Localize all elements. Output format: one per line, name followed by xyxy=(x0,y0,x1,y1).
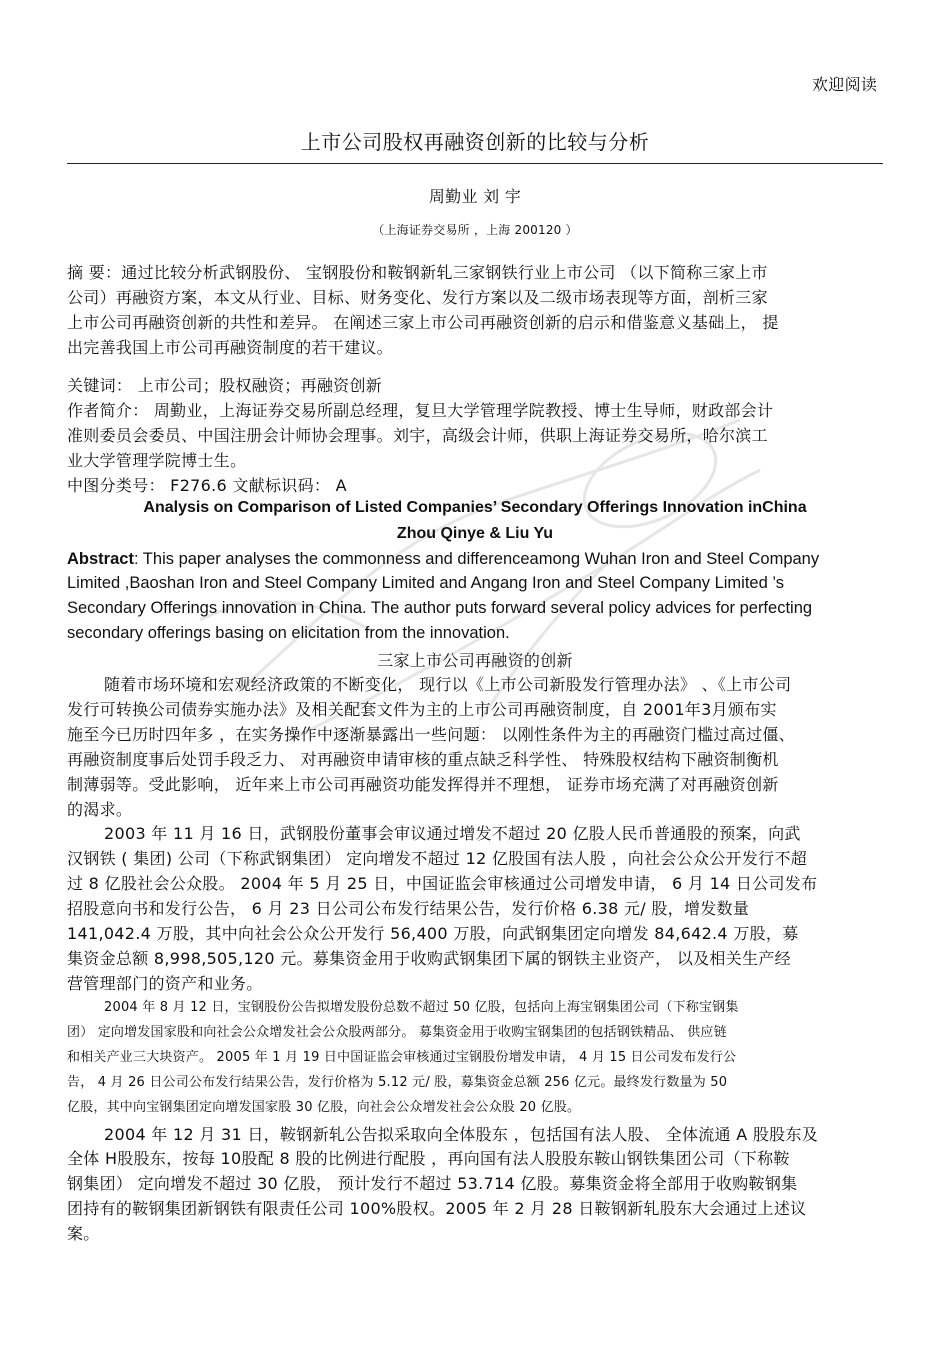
paragraph-line: 制薄弱等。受此影响， 近年来上市公司再融资功能发挥得并不理想， 证券市场充满了对再融资创新 xyxy=(67,775,779,794)
paragraph-line: 2004 年 12 月 31 日，鞍钢新轧公告拟采取向全体股东 ，包括国有法人股、 全体流通 A 股股东及 xyxy=(104,1125,819,1144)
paper-title: 上市公司股权再融资创新的比较与分析 xyxy=(300,130,650,154)
header-welcome: 欢迎阅读 xyxy=(812,75,878,94)
author-info-line: 业大学管理学院博士生。 xyxy=(67,451,247,470)
paragraph-line: 团持有的鞍钢集团新钢铁有限责任公司 100%股权。2005 年 2 月 28 日鞍钢新轧股东大会通过上述议 xyxy=(67,1199,807,1218)
authors: 周勤业 刘 宇 xyxy=(428,187,522,206)
abstract-en-text: : This paper analyses the commonness and differenceamong Wuhan Iron and Steel Company xyxy=(133,550,820,568)
paragraph-line: 的渴求。 xyxy=(67,800,133,819)
author-info-line: 作者简介： 周勤业，上海证券交易所副总经理，复旦大学管理学院教授、博士生导师，财政部会计 xyxy=(67,401,774,420)
abstract-line: 出完善我国上市公司再融资制度的若干建议。 xyxy=(67,338,394,357)
paragraph-line: 招股意向书和发行公告， 6 月 23 日公司公布发行结果公告，发行价格 6.38 元/ 股，增发数量 xyxy=(67,899,750,918)
paragraph-line: 2004 年 8 月 12 日，宝钢股份公告拟增发股份总数不超过 50 亿股，包括向上海宝钢集团公司（下称宝钢集 xyxy=(104,1000,739,1015)
paragraph-line: 告， 4 月 26 日公司公布发行结果公告，发行价格为 5.12 元/ 股，募集资金总额 256 亿元。最终发行数量为 50 xyxy=(67,1075,728,1090)
abstract-en-line: Secondary Offerings innovation in China. The author puts forward several policy advices for perfecting xyxy=(67,599,813,617)
classification: 中图分类号： F276.6 文献标识码： A xyxy=(67,476,347,495)
abstract-label: Abstract xyxy=(67,550,134,568)
abstract-line: 公司）再融资方案，本文从行业、目标、财务变化、发行方案以及二级市场表现等方面，剖析三家 xyxy=(67,288,768,307)
paragraph-line: 亿股，其中向宝钢集团定向增发国家股 30 亿股，向社会公众增发社会公众股 20 亿股。 xyxy=(67,1100,581,1115)
abstract-en-line xyxy=(67,550,819,569)
paragraph-line: 营管理部门的资产和业务。 xyxy=(67,974,263,993)
abstract-line: 上市公司再融资创新的共性和差异。 在阐述三家上市公司再融资创新的启示和借鉴意义基础上， 提 xyxy=(67,313,779,332)
abstract-en-line: Limited ,Baoshan Iron and Steel Company Limited and Angang Iron and Steel Company Limited ’s xyxy=(67,574,784,592)
paragraph-line: 2003 年 11 月 16 日，武钢股份董事会审议通过增发不超过 20 亿股人民币普通股的预案，向武 xyxy=(104,824,801,843)
affiliation: （上海证券交易所 ，上海 200120 ） xyxy=(372,223,578,237)
english-authors: Zhou Qinye & Liu Yu xyxy=(396,525,554,542)
paragraph-line: 和相关产业三大块资产。 2005 年 1 月 19 日中国证监会审核通过宝钢股份增发申请， 4 月 15 日公司发布发行公 xyxy=(67,1050,737,1065)
author-info-line: 准则委员会委员、中国注册会计师协会理事。刘宇，高级会计师，供职上海证券交易所，哈尔滨工 xyxy=(67,426,768,445)
paragraph-line: 集资金总额 8,998,505,120 元。募集资金用于收购武钢集团下属的钢铁主业资产， 以及相关生产经 xyxy=(67,949,791,968)
paragraph-line: 随着市场环境和宏观经济政策的不断变化， 现行以《上市公司新股发行管理办法》 、《上市公司 xyxy=(104,675,792,694)
section-heading: 三家上市公司再融资的创新 xyxy=(377,651,573,670)
paragraph-line: 团） 定向增发国家股和向社会公众增发社会公众股两部分。 募集资金用于收购宝钢集团的包括钢铁精品、 供应链 xyxy=(67,1025,727,1040)
paragraph-line: 钢集团） 定向增发不超过 30 亿股， 预计发行不超过 53.714 亿股。募集资金将全部用于收购鞍钢集 xyxy=(67,1174,798,1193)
keywords: 关键词： 上市公司；股权融资；再融资创新 xyxy=(67,376,383,395)
english-title: Analysis on Comparison of Listed Companies’ Secondary Offerings Innovation inChina xyxy=(143,499,807,516)
paragraph-line: 案。 xyxy=(67,1224,100,1243)
title-divider xyxy=(67,163,883,164)
paragraph-line: 141,042.4 万股，其中向社会公众公开发行 56,400 万股，向武钢集团定向增发 84,642.4 万股，募 xyxy=(67,924,799,943)
paragraph-line: 过 8 亿股社会公众股。 2004 年 5 月 25 日，中国证监会审核通过公司增发申请， 6 月 14 日公司发布 xyxy=(67,874,818,893)
paragraph-line: 发行可转换公司债券实施办法》及相关配套文件为主的上市公司再融资制度，自 2001年3月颁布实 xyxy=(67,700,777,719)
abstract-line: 摘 要：通过比较分析武钢股份、 宝钢股份和鞍钢新轧三家钢铁行业上市公司 （以下简称三家上市 xyxy=(67,263,768,282)
paragraph-line: 再融资制度事后处罚手段乏力、 对再融资申请审核的重点缺乏科学性、 特殊股权结构下融资制衡机 xyxy=(67,750,779,769)
paragraph-line: 全体 H股股东，按每 10股配 8 股的比例进行配股 ，再向国有法人股股东鞍山钢铁集团公司（下称鞍 xyxy=(67,1149,790,1168)
paragraph-line: 施至今已历时四年多 ，在实务操作中逐渐暴露出一些问题： 以刚性条件为主的再融资门槛过高过僵、 xyxy=(67,725,795,744)
abstract-en-line: secondary offerings basing on elicitation from the innovation. xyxy=(67,624,510,642)
paragraph-line: 汉钢铁 ( 集团) 公司（下称武钢集团） 定向增发不超过 12 亿股国有法人股 ，向社会公众公开发行不超 xyxy=(67,849,808,868)
